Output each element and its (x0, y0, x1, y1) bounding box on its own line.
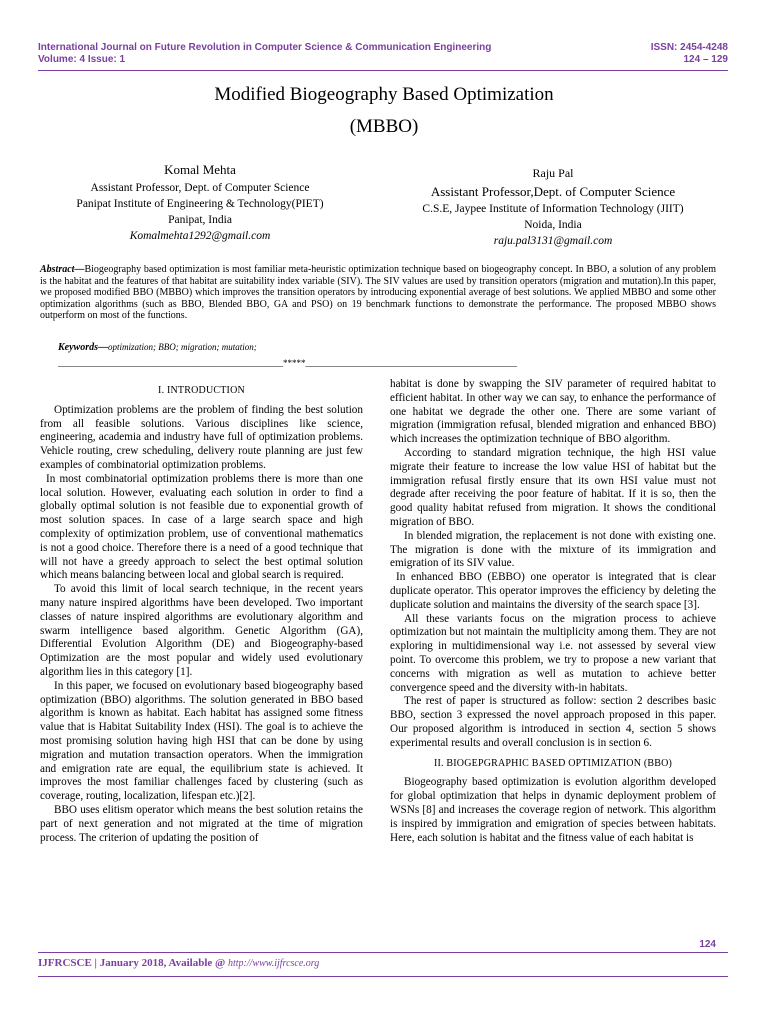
author-1-affiliation-1: Assistant Professor, Dept. of Computer Science (90, 182, 310, 194)
keywords (58, 342, 257, 353)
journal-pages: 124 – 129 (683, 54, 728, 65)
right-paragraph-6: The rest of paper is structured as follow: section 2 describes basic BBO, section 3 expressed the novel approach proposed in this paper. Our proposed algorithm is introduced in section 4, section 5 shows experimental results and overall conclusion is in section 6. (390, 695, 716, 749)
footer-rule-top (38, 952, 728, 953)
journal-issn-block (651, 42, 728, 66)
footer-link[interactable]: http://www.ijfrcsce.org (228, 958, 320, 969)
author-1-name: Komal Mehta (164, 162, 236, 177)
bbo-paragraph-1: Biogeography based optimization is evolution algorithm developed for global optimization that helps in dynamic deployment problem of WSNs [8] and increases the coverage region of network. This algorithm is inspired by immigration and emigration of species between habitats. Here, each solution is habitat and the fitness value of each habitat is (390, 776, 716, 844)
author-1-affiliation-3: Panipat, India (168, 214, 232, 226)
right-column (390, 378, 716, 845)
intro-paragraph-4: In this paper, we focused on evolutionary based biogeography based optimization (BBO) algorithms. The solution generated in BBO based algorithm is known as habitat. Each habitat has assigned some fitness value that is Habitat Suitability Index (HSI). The goal is to achieve the most promising solution having high HSI that can be done by using migration and mutation transaction operators. When the immigration and emigration rate are equal, the equilibrium state is achieved. It improves the most familiar challenges faced by clustering (such as coverage, routing, localization, lifespan etc.)[2]. (40, 679, 363, 803)
journal-header (38, 42, 728, 66)
journal-name: International Journal on Future Revolution in Computer Science & Communication Engineering (38, 42, 492, 53)
author-1-affiliation-2: Panipat Institute of Engineering & Technology(PIET) (76, 198, 324, 210)
right-paragraph-2: According to standard migration technique, the high HSI value migrate their feature to increase the low value HSI of habitat but the immigration refusal firstly ensure that its own HSI value must not degrade after receiving the poor feature of habitat. If it is so, then the good quality habitat refused from migration. It shows the conditional migration of BBO. (390, 446, 716, 528)
intro-paragraph-1: Optimization problems are the problem of finding the best solution from all feasible solutions. Various disciplines like science, engineering, academia and industry have full of optimization problems. Vehicle routing, crew scheduling, delivery route planning are just few examples of combinatorial optimization problems. (40, 403, 363, 471)
page-number: 124 (699, 939, 716, 950)
header-rule (38, 70, 728, 71)
author-2-name: Raju Pal (532, 166, 574, 180)
right-paragraph-5: All these variants focus on the migration process to achieve optimization but not maintain the multiplicity among them. They are not exploring in multidimensional way i.e. not assessed by several view point. To overcome this problem, we try to propose a new variant that concerns with migration as well as mutation to achieve better convergence speed and the diversity with-in habitats. (390, 612, 716, 694)
intro-paragraph-2: In most combinatorial optimization problems there is more than one local solution. However, evaluating each solution in order to find a globally optimal solution is not feasible due to exponential growth of most solution spaces. In case of a large search space and high complexity of optimization problem, use of conventional mathematics is not a good choice. Therefore there is a need of a good technique that will not have a greedy approach to select the best optimal solution which means balancing between local and global search is required. (40, 472, 363, 582)
author-2-affiliation-2: C.S.E, Jaypee Institute of Information Technology (JIIT) (422, 203, 684, 215)
author-2-affiliation-3: Noida, India (524, 219, 582, 231)
author-2-email: raju.pal3131@gmail.com (493, 235, 613, 247)
abstract-text: Biogeography based optimization is most familiar meta-heuristic optimization technique based on biogeography concept. In BBO, a solution of any problem is the habitat and the features of that habitat are suitability index variable (SIV). The SIV values are used by transition operators (migration and mutation).In this paper, we proposed modified BBO (MBBO) which improves the transition operators by introducing exponential average of best solutions. We applied MBBO and some other optimization algorithms (such as BBO, Blended BBO, GA and PSO) on 19 benchmark functions to demonstrate the performance. The proposed MBBO shows outperform on most of the functions. (40, 264, 716, 321)
section-heading-introduction: I. INTRODUCTION (158, 385, 245, 396)
intro-paragraph-5: BBO uses elitism operator which means the best solution retains the part of next generation and not migrated at the time of migration process. The criterion of updating the position of (40, 803, 363, 844)
section-separator: __________________________________________________*****_______________________________________________ (58, 358, 517, 368)
keywords-text: optimization; BBO; migration; mutation; (108, 342, 257, 352)
intro-paragraph-3: To avoid this limit of local search technique, in the recent years many nature inspired algorithms have been developed. Two important classes of nature inspired algorithms are evolutionary algorithm and swarm intelligence based algorithm. Genetic Algorithm (GA), Differential Evolution Algorithm (DE) and Biogeography-based Optimization are the most popular and widely used evolutionary algorithm lies in this category [1]. (40, 583, 363, 678)
author-2-affiliation-1: Assistant Professor,Dept. of Computer Science (430, 184, 676, 199)
footer-rule-bottom (38, 976, 728, 977)
right-paragraph-4: In enhanced BBO (EBBO) one operator is integrated that is clear duplicate operator. This operator improves the efficiency by deleting the duplicate solution and maintains the diversity of the search space [3]. (390, 571, 716, 611)
footer (38, 957, 319, 969)
author-1 (60, 160, 340, 244)
right-paragraph-1: habitat is done by swapping the SIV parameter of required habitat to efficient habitat. In other way we can say, to enhance the performance of one habitat we degrade the other one. There are some variant of migration (immigration refusal, blended migration and enhanced BBO) which increases the optimization technique of BBO algorithm. (390, 378, 716, 446)
left-column (40, 384, 363, 845)
abstract (40, 264, 716, 322)
footer-text: IJFRCSCE | January 2018, Available @ (38, 957, 228, 969)
paper-title-line2: (MBBO) (349, 116, 419, 137)
right-paragraph-3: In blended migration, the replacement is not done with existing one. The migration is done with the mixture of its immigration and emigration of its SIV value. (390, 529, 716, 570)
author-1-email: Komalmehta1292@gmail.com (129, 230, 271, 242)
abstract-label: Abstract— (40, 264, 85, 275)
journal-volume: Volume: 4 Issue: 1 (38, 54, 126, 65)
author-2 (392, 163, 714, 249)
keywords-label: Keywords— (58, 342, 108, 353)
section-heading-bbo: II. BIOGEPGRAPHIC BASED OPTIMIZATION (BBO) (433, 757, 673, 769)
paper-title-line1: Modified Biogeography Based Optimization (214, 84, 554, 105)
journal-issn: ISSN: 2454-4248 (650, 42, 728, 53)
